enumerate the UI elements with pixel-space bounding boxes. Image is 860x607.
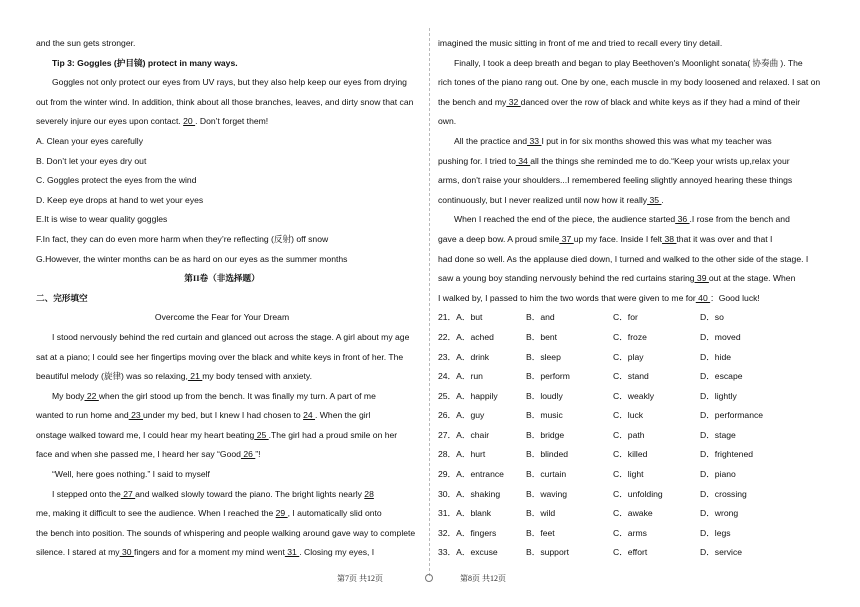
text-line: gave a deep bow. A proud smile 37 up my face. Inside I felt 38 that it was over and that I xyxy=(438,233,773,244)
text-line: continuously, but I never realized until now how it really 35 . xyxy=(438,194,664,205)
text-line: pushing for. I tried to 34 all the things she reminded me to do.“Keep your wrists up,relax your xyxy=(438,155,790,166)
text-line: wanted to run home and 23 under my bed, but I knew I had chosen to 24 . When the girl xyxy=(36,410,371,421)
answer-blank: 30 xyxy=(119,547,134,558)
question-row: 21．A．but B．and C．for D．so xyxy=(438,312,724,323)
question-row: 32．A．fingers B．feet C．arms D．legs xyxy=(438,527,731,538)
option-item: A. Clean your eyes carefully xyxy=(36,135,143,146)
passage-title: Overcome the Fear for Your Dream xyxy=(154,312,290,323)
text-line: onstage walked toward me, I could hear my heart beating 25 .The girl had a proud smile on her xyxy=(36,429,398,440)
answer-blank: 24 xyxy=(303,410,316,421)
option-item: B. Don’t let your eyes dry out xyxy=(36,155,147,166)
answer-blank: 40 xyxy=(695,292,711,303)
question-row: 30．A．shaking B．waving C．unfolding D．crossing xyxy=(438,488,747,499)
answer-blank: 29 xyxy=(275,508,288,519)
text-line: I stepped onto the 27 and walked slowly toward the piano. The bright lights nearly 28 xyxy=(52,488,374,499)
option-item: D. Keep eye drops at hand to wet your eyes xyxy=(36,194,204,205)
section-title: 第II卷（非选择题） xyxy=(184,273,260,284)
binding-hole-icon xyxy=(425,574,433,582)
answer-blank: 35 xyxy=(647,194,662,205)
answer-blank: 36 xyxy=(675,214,690,225)
text-line: sat at a piano; I could see her fingertips moving over the black and white keys in front of her. The xyxy=(36,351,404,362)
question-row: 29．A．entrance B．curtain C．light D．piano xyxy=(438,469,736,480)
text-line: the bench into position. The sounds of whispering and people walking around gave way to complete xyxy=(36,527,416,538)
text-line: Goggles not only protect our eyes from UV rays, but they also help keep our eyes from drying xyxy=(52,77,407,88)
text-line: me, making it difficult to see the audience. When I reached the 29 , I automatically slid onto xyxy=(36,508,382,519)
question-list xyxy=(438,308,810,563)
text-line: had done so well. As the applause died down, I turned and walked to the other side of the stage. I xyxy=(438,253,809,264)
text-line: out from the winter wind. In addition, think about all those branches, leaves, and dirty snow that can xyxy=(36,96,414,107)
option-item: C. Goggles protect the eyes from the wind xyxy=(36,175,197,186)
text-line: “Well, here goes nothing.” I said to myself xyxy=(52,469,210,480)
answer-blank: 27 xyxy=(120,488,136,499)
text-line: I stood nervously behind the red curtain and glanced out across the stage. A girl about my age xyxy=(52,331,410,342)
option-item: E.It is wise to wear quality goggles xyxy=(36,214,168,225)
text-line: My body 22 when the girl stood up from the bench. It was finally my turn. A part of me xyxy=(52,390,376,401)
page-divider xyxy=(429,28,430,576)
question-row: 26．A．guy B．music C．luck D．performance xyxy=(438,410,764,421)
text-line: All the practice and 33 I put in for six months showed this was what my teacher was xyxy=(454,135,772,146)
answer-blank: 38 xyxy=(662,233,677,244)
answer-blank: 20 xyxy=(183,116,196,127)
text-line: Finally, I took a deep breath and began to play Beethoven's Moonlight sonata( 协奏曲 ). The xyxy=(454,57,803,68)
text-line: rich tones of the piano rang out. One by one, each muscle in my body loosened and relaxed. I sat on xyxy=(438,77,821,88)
page-number-left: 第7页 共12页 xyxy=(337,574,383,583)
question-row: 28．A．hurt B．blinded C．killed D．frightened xyxy=(438,449,754,460)
answer-blank: 25 xyxy=(254,429,269,440)
answer-blank: 26 xyxy=(240,449,256,460)
answer-blank: 37 xyxy=(559,233,574,244)
answer-blank: 34 xyxy=(515,155,531,166)
answer-blank: 32 xyxy=(506,96,521,107)
text-line: I walked by, I passed to him the two words that were given to me for 40 ：Good luck! xyxy=(438,292,760,303)
text-line: severely injure our eyes upon contact. 20 . Don’t forget them! xyxy=(36,116,269,127)
answer-blank: 39 xyxy=(694,273,709,284)
question-row: 25．A．happily B．loudly C．weakly D．lightly xyxy=(438,390,737,401)
question-row: 24．A．run B．perform C．stand D．escape xyxy=(438,371,743,382)
text-line: saw a young boy standing nervously behind the red curtains staring 39 out at the stage. When xyxy=(438,273,796,284)
answer-blank: 33 xyxy=(527,135,542,146)
text-line: arms, don't raise your shoulders...I remembered feeling slightly annoyed hearing these things xyxy=(438,175,793,186)
text-line: silence. I stared at my 30 fingers and for a moment my mind went 31 . Closing my eyes, I xyxy=(36,547,375,558)
right-page-column xyxy=(438,34,821,563)
text-line: and the sun gets stronger. xyxy=(36,38,136,48)
page-number-right: 第8页 共12页 xyxy=(460,574,506,583)
question-row: 27．A．chair B．bridge C．path D．stage xyxy=(438,429,736,440)
answer-blank: 28 xyxy=(364,488,374,499)
option-item: G.However, the winter months can be as hard on our eyes as the summer months xyxy=(36,253,348,264)
text-line: When I reached the end of the piece, the audience started 36 .I rose from the bench and xyxy=(454,214,790,225)
text-line: own. xyxy=(438,116,457,127)
question-row: 22．A．ached B．bent C．froze D．moved xyxy=(438,331,741,342)
answer-blank: 22 xyxy=(84,390,99,401)
section-heading: 二、完形填空 xyxy=(36,292,88,303)
question-row: 23．A．drink B．sleep C．play D．hide xyxy=(438,351,732,362)
tip-heading: Tip 3: Goggles (护目镜) protect in many ways. xyxy=(52,57,238,68)
text-line: beautiful melody (旋律) was so relaxing, 21 my body tensed with anxiety. xyxy=(36,371,312,382)
answer-blank: 31 xyxy=(284,547,300,558)
question-row: 31．A．blank B．wild C．awake D．wrong xyxy=(438,508,739,519)
text-line: the bench and my 32 danced over the row of black and white keys as if they had a mind of their xyxy=(438,96,801,107)
answer-blank: 23 xyxy=(128,410,144,421)
option-item: F.In fact, they can do even more harm when they’re reflecting (反射) off snow xyxy=(36,233,329,244)
answer-blank: 21 xyxy=(187,371,203,382)
text-line: imagined the music sitting in front of me and tried to recall every tiny detail. xyxy=(438,38,723,48)
left-page-column xyxy=(36,34,416,563)
text-line: face and when she passed me, I heard her say “Good 26 ”! xyxy=(36,449,261,460)
question-row: 33．A．excuse B．support C．effort D．service xyxy=(438,547,743,558)
